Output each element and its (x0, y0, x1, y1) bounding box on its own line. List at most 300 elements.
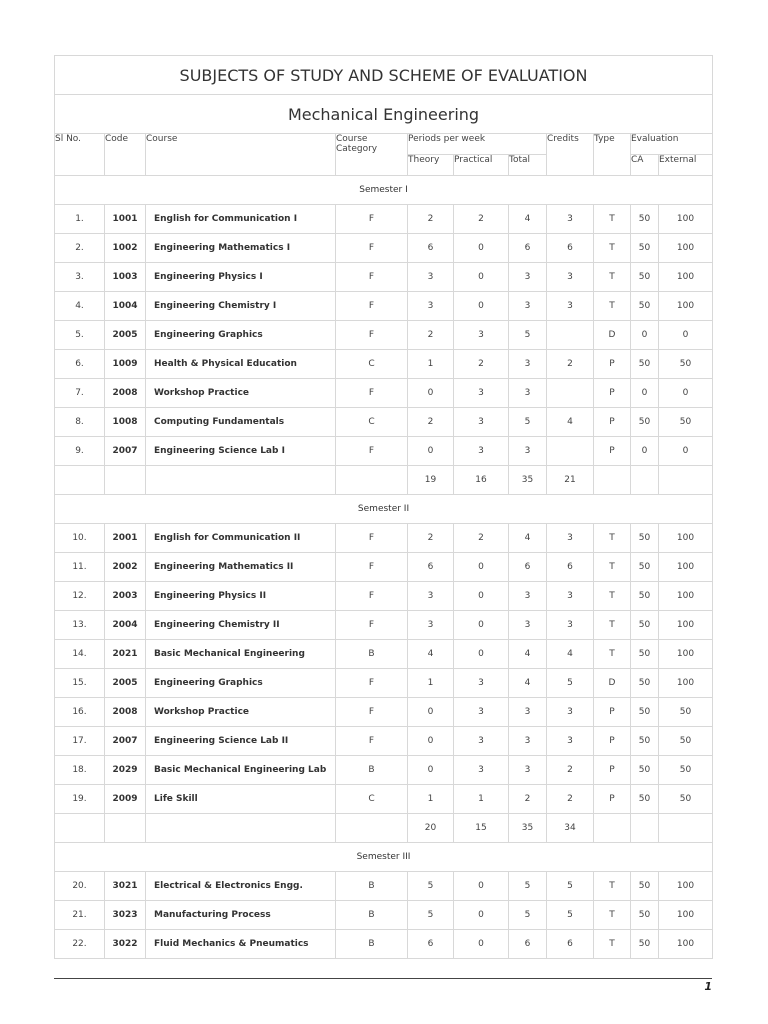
cell-practical: 3 (454, 756, 509, 785)
cell-course: English for Communication I (146, 205, 336, 234)
cell-external: 100 (659, 582, 713, 611)
table-row (55, 611, 713, 640)
cell-theory: 5 (408, 872, 454, 901)
cell-practical: 0 (454, 611, 509, 640)
cell-type: D (594, 669, 631, 698)
table-row (55, 669, 713, 698)
cell-practical: 0 (454, 872, 509, 901)
cell-course: Engineering Mathematics I (146, 234, 336, 263)
cell-sl-no: 19. (55, 785, 105, 814)
cell-total: 3 (509, 263, 547, 292)
cell-type: T (594, 205, 631, 234)
cell-ca: 50 (631, 408, 659, 437)
cell-credits: 3 (547, 698, 594, 727)
cell-ca: 50 (631, 669, 659, 698)
cell-code: 1003 (105, 263, 146, 292)
table-row (55, 321, 713, 350)
cell-theory: 1 (408, 785, 454, 814)
cell-theory: 5 (408, 901, 454, 930)
cell-code: 2021 (105, 640, 146, 669)
cell-course: Life Skill (146, 785, 336, 814)
cell-external: 100 (659, 640, 713, 669)
table-row (55, 350, 713, 379)
empty-cell (594, 814, 631, 843)
cell-type: T (594, 582, 631, 611)
cell-sl-no: 9. (55, 437, 105, 466)
cell-course: Basic Mechanical Engineering Lab (146, 756, 336, 785)
cell-practical: 3 (454, 408, 509, 437)
header-credits: Credits (547, 134, 594, 176)
cell-theory: 4 (408, 640, 454, 669)
cell-ca: 50 (631, 553, 659, 582)
cell-theory: 0 (408, 756, 454, 785)
cell-category: F (336, 582, 408, 611)
cell-sl-no: 4. (55, 292, 105, 321)
semester-heading-row (55, 176, 713, 205)
cell-course: Engineering Science Lab II (146, 727, 336, 756)
cell-theory: 0 (408, 437, 454, 466)
cell-course: Basic Mechanical Engineering (146, 640, 336, 669)
header-external: External (659, 155, 713, 176)
cell-type: T (594, 640, 631, 669)
cell-code: 2003 (105, 582, 146, 611)
footer-rule (54, 978, 712, 979)
department-title: Mechanical Engineering (55, 95, 713, 134)
cell-ca: 50 (631, 756, 659, 785)
cell-category: F (336, 669, 408, 698)
empty-cell (146, 466, 336, 495)
cell-type: T (594, 234, 631, 263)
cell-theory: 2 (408, 408, 454, 437)
cell-category: F (336, 727, 408, 756)
cell-credits: 3 (547, 292, 594, 321)
cell-theory: 2 (408, 321, 454, 350)
cell-course: Manufacturing Process (146, 901, 336, 930)
cell-practical: 0 (454, 901, 509, 930)
cell-practical: 3 (454, 437, 509, 466)
cell-course: Engineering Graphics (146, 321, 336, 350)
header-practical: Practical (454, 155, 509, 176)
header-total: Total (509, 155, 547, 176)
cell-type: T (594, 872, 631, 901)
empty-cell (659, 814, 713, 843)
cell-category: F (336, 234, 408, 263)
cell-practical: 1 (454, 785, 509, 814)
cell-course: Workshop Practice (146, 379, 336, 408)
cell-practical: 0 (454, 292, 509, 321)
cell-credits (547, 321, 594, 350)
cell-category: C (336, 408, 408, 437)
cell-credits: 6 (547, 553, 594, 582)
cell-ca: 50 (631, 350, 659, 379)
totals-row (55, 814, 713, 843)
cell-code: 2007 (105, 727, 146, 756)
cell-theory: 1 (408, 669, 454, 698)
cell-external: 100 (659, 872, 713, 901)
header-type: Type (594, 134, 631, 176)
cell-external: 100 (659, 553, 713, 582)
cell-category: B (336, 640, 408, 669)
cell-code: 2005 (105, 321, 146, 350)
cell-theory: 0 (408, 698, 454, 727)
cell-practical: 3 (454, 727, 509, 756)
cell-external: 0 (659, 321, 713, 350)
cell-external: 100 (659, 292, 713, 321)
cell-code: 3023 (105, 901, 146, 930)
semester-heading: Semester II (55, 495, 713, 524)
cell-external: 50 (659, 727, 713, 756)
cell-sl-no: 3. (55, 263, 105, 292)
cell-theory: 0 (408, 379, 454, 408)
cell-code: 3022 (105, 930, 146, 959)
cell-category: B (336, 872, 408, 901)
header-sl-no: Sl No. (55, 134, 105, 176)
header-course-category: Course Category (336, 134, 408, 176)
header-theory: Theory (408, 155, 454, 176)
total-credits: 34 (547, 814, 594, 843)
cell-theory: 3 (408, 292, 454, 321)
cell-external: 50 (659, 785, 713, 814)
cell-practical: 0 (454, 930, 509, 959)
empty-cell (336, 466, 408, 495)
cell-category: B (336, 756, 408, 785)
cell-course: Computing Fundamentals (146, 408, 336, 437)
cell-total: 5 (509, 321, 547, 350)
cell-total: 6 (509, 234, 547, 263)
cell-category: C (336, 785, 408, 814)
cell-type: P (594, 727, 631, 756)
cell-total: 3 (509, 437, 547, 466)
cell-ca: 50 (631, 582, 659, 611)
cell-code: 1008 (105, 408, 146, 437)
cell-sl-no: 10. (55, 524, 105, 553)
cell-code: 1001 (105, 205, 146, 234)
cell-external: 0 (659, 437, 713, 466)
header-ca: CA (631, 155, 659, 176)
cell-total: 5 (509, 408, 547, 437)
cell-course: English for Communication II (146, 524, 336, 553)
cell-code: 1002 (105, 234, 146, 263)
scheme-table (54, 55, 713, 959)
cell-sl-no: 17. (55, 727, 105, 756)
cell-practical: 2 (454, 205, 509, 234)
cell-credits: 6 (547, 234, 594, 263)
cell-category: B (336, 901, 408, 930)
page-number: 1 (704, 980, 712, 993)
cell-code: 2002 (105, 553, 146, 582)
cell-category: F (336, 321, 408, 350)
cell-code: 3021 (105, 872, 146, 901)
cell-course: Electrical & Electronics Engg. (146, 872, 336, 901)
cell-type: T (594, 263, 631, 292)
cell-credits: 6 (547, 930, 594, 959)
cell-practical: 3 (454, 321, 509, 350)
cell-course: Engineering Physics I (146, 263, 336, 292)
cell-external: 100 (659, 263, 713, 292)
cell-type: P (594, 408, 631, 437)
cell-external: 100 (659, 901, 713, 930)
cell-category: F (336, 379, 408, 408)
cell-practical: 3 (454, 379, 509, 408)
cell-ca: 50 (631, 698, 659, 727)
cell-practical: 3 (454, 669, 509, 698)
table-row (55, 640, 713, 669)
cell-type: T (594, 553, 631, 582)
cell-ca: 50 (631, 524, 659, 553)
cell-theory: 0 (408, 727, 454, 756)
cell-sl-no: 13. (55, 611, 105, 640)
cell-sl-no: 20. (55, 872, 105, 901)
cell-type: T (594, 930, 631, 959)
cell-sl-no: 15. (55, 669, 105, 698)
empty-cell (631, 466, 659, 495)
cell-credits: 5 (547, 872, 594, 901)
cell-practical: 2 (454, 524, 509, 553)
cell-total: 3 (509, 379, 547, 408)
total-total: 35 (509, 814, 547, 843)
cell-ca: 50 (631, 901, 659, 930)
header-periods-per-week: Periods per week (408, 134, 547, 155)
cell-course: Engineering Graphics (146, 669, 336, 698)
table-row (55, 292, 713, 321)
cell-category: F (336, 292, 408, 321)
cell-total: 5 (509, 901, 547, 930)
cell-credits: 3 (547, 582, 594, 611)
cell-sl-no: 12. (55, 582, 105, 611)
cell-code: 2005 (105, 669, 146, 698)
cell-total: 3 (509, 350, 547, 379)
cell-credits: 5 (547, 669, 594, 698)
cell-code: 2004 (105, 611, 146, 640)
cell-theory: 6 (408, 234, 454, 263)
cell-course: Health & Physical Education (146, 350, 336, 379)
empty-cell (336, 814, 408, 843)
cell-code: 2008 (105, 698, 146, 727)
cell-course: Engineering Science Lab I (146, 437, 336, 466)
table-row (55, 379, 713, 408)
cell-total: 4 (509, 669, 547, 698)
cell-credits: 3 (547, 524, 594, 553)
total-practical: 16 (454, 466, 509, 495)
cell-credits: 2 (547, 350, 594, 379)
cell-credits: 3 (547, 205, 594, 234)
cell-credits: 3 (547, 263, 594, 292)
cell-ca: 50 (631, 640, 659, 669)
cell-category: F (336, 524, 408, 553)
cell-ca: 0 (631, 437, 659, 466)
cell-credits: 4 (547, 640, 594, 669)
table-row (55, 756, 713, 785)
cell-sl-no: 7. (55, 379, 105, 408)
cell-type: D (594, 321, 631, 350)
cell-course: Workshop Practice (146, 698, 336, 727)
cell-external: 100 (659, 611, 713, 640)
table-row (55, 205, 713, 234)
cell-credits (547, 379, 594, 408)
cell-practical: 0 (454, 553, 509, 582)
cell-credits: 4 (547, 408, 594, 437)
cell-total: 3 (509, 698, 547, 727)
table-row (55, 437, 713, 466)
header-row (55, 134, 713, 155)
table-row (55, 930, 713, 959)
cell-total: 4 (509, 205, 547, 234)
cell-total: 4 (509, 640, 547, 669)
cell-total: 4 (509, 524, 547, 553)
header-course: Course (146, 134, 336, 176)
cell-sl-no: 6. (55, 350, 105, 379)
total-credits: 21 (547, 466, 594, 495)
cell-practical: 0 (454, 234, 509, 263)
cell-code: 2029 (105, 756, 146, 785)
cell-ca: 50 (631, 205, 659, 234)
empty-cell (55, 466, 105, 495)
cell-credits: 3 (547, 727, 594, 756)
table-row (55, 872, 713, 901)
cell-total: 6 (509, 930, 547, 959)
cell-type: T (594, 292, 631, 321)
cell-credits (547, 437, 594, 466)
cell-sl-no: 16. (55, 698, 105, 727)
cell-ca: 50 (631, 727, 659, 756)
cell-total: 3 (509, 756, 547, 785)
cell-credits: 5 (547, 901, 594, 930)
header-evaluation: Evaluation (631, 134, 713, 155)
cell-sl-no: 11. (55, 553, 105, 582)
cell-theory: 6 (408, 930, 454, 959)
cell-external: 50 (659, 698, 713, 727)
cell-type: P (594, 350, 631, 379)
cell-code: 2007 (105, 437, 146, 466)
cell-code: 2001 (105, 524, 146, 553)
header-code: Code (105, 134, 146, 176)
empty-cell (631, 814, 659, 843)
table-row (55, 901, 713, 930)
cell-sl-no: 14. (55, 640, 105, 669)
cell-credits: 3 (547, 611, 594, 640)
table-row (55, 234, 713, 263)
cell-type: T (594, 524, 631, 553)
cell-type: P (594, 756, 631, 785)
cell-course: Fluid Mechanics & Pneumatics (146, 930, 336, 959)
cell-practical: 0 (454, 263, 509, 292)
cell-theory: 6 (408, 553, 454, 582)
table-row (55, 524, 713, 553)
cell-practical: 0 (454, 582, 509, 611)
document-title: SUBJECTS OF STUDY AND SCHEME OF EVALUATION (55, 56, 713, 95)
semester-heading: Semester I (55, 176, 713, 205)
cell-course: Engineering Chemistry I (146, 292, 336, 321)
cell-type: P (594, 437, 631, 466)
total-theory: 19 (408, 466, 454, 495)
cell-credits: 2 (547, 756, 594, 785)
cell-external: 100 (659, 234, 713, 263)
semester-heading-row (55, 495, 713, 524)
cell-type: T (594, 611, 631, 640)
cell-practical: 0 (454, 640, 509, 669)
cell-theory: 3 (408, 611, 454, 640)
cell-ca: 50 (631, 872, 659, 901)
cell-total: 3 (509, 292, 547, 321)
cell-theory: 3 (408, 263, 454, 292)
cell-category: F (336, 611, 408, 640)
cell-practical: 2 (454, 350, 509, 379)
cell-code: 1009 (105, 350, 146, 379)
cell-sl-no: 8. (55, 408, 105, 437)
cell-ca: 0 (631, 379, 659, 408)
table-row (55, 727, 713, 756)
cell-total: 3 (509, 582, 547, 611)
cell-category: C (336, 350, 408, 379)
cell-external: 100 (659, 524, 713, 553)
empty-cell (659, 466, 713, 495)
cell-sl-no: 21. (55, 901, 105, 930)
cell-sl-no: 1. (55, 205, 105, 234)
cell-type: P (594, 698, 631, 727)
cell-category: F (336, 437, 408, 466)
cell-total: 2 (509, 785, 547, 814)
cell-external: 50 (659, 350, 713, 379)
cell-code: 2008 (105, 379, 146, 408)
cell-theory: 3 (408, 582, 454, 611)
totals-row (55, 466, 713, 495)
cell-course: Engineering Chemistry II (146, 611, 336, 640)
table-row (55, 263, 713, 292)
cell-sl-no: 18. (55, 756, 105, 785)
cell-credits: 2 (547, 785, 594, 814)
total-theory: 20 (408, 814, 454, 843)
cell-ca: 50 (631, 234, 659, 263)
empty-cell (105, 466, 146, 495)
table-row (55, 408, 713, 437)
cell-code: 2009 (105, 785, 146, 814)
cell-course: Engineering Mathematics II (146, 553, 336, 582)
cell-category: F (336, 263, 408, 292)
table-row (55, 785, 713, 814)
cell-external: 50 (659, 408, 713, 437)
cell-total: 3 (509, 611, 547, 640)
cell-total: 5 (509, 872, 547, 901)
cell-category: F (336, 205, 408, 234)
cell-course: Engineering Physics II (146, 582, 336, 611)
total-practical: 15 (454, 814, 509, 843)
cell-ca: 0 (631, 321, 659, 350)
cell-ca: 50 (631, 930, 659, 959)
table-row (55, 553, 713, 582)
cell-category: F (336, 698, 408, 727)
cell-type: P (594, 379, 631, 408)
cell-ca: 50 (631, 785, 659, 814)
cell-theory: 2 (408, 524, 454, 553)
total-total: 35 (509, 466, 547, 495)
cell-sl-no: 2. (55, 234, 105, 263)
cell-theory: 2 (408, 205, 454, 234)
semester-heading-row (55, 843, 713, 872)
empty-cell (105, 814, 146, 843)
cell-code: 1004 (105, 292, 146, 321)
cell-ca: 50 (631, 263, 659, 292)
empty-cell (55, 814, 105, 843)
cell-ca: 50 (631, 292, 659, 321)
cell-sl-no: 5. (55, 321, 105, 350)
cell-external: 100 (659, 205, 713, 234)
cell-ca: 50 (631, 611, 659, 640)
semester-heading: Semester III (55, 843, 713, 872)
cell-category: F (336, 553, 408, 582)
cell-theory: 1 (408, 350, 454, 379)
cell-category: B (336, 930, 408, 959)
cell-practical: 3 (454, 698, 509, 727)
